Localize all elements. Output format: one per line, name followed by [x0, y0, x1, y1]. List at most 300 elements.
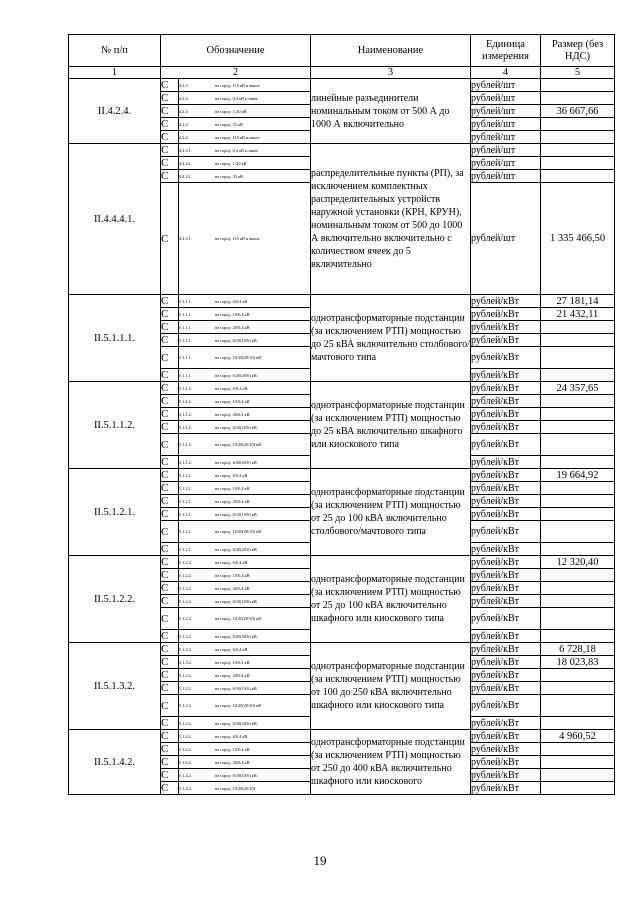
designation-code: 5.1.4.2. [179, 733, 192, 739]
unit-cell: рублей/кВт [471, 382, 541, 395]
designation-detail [179, 347, 311, 369]
designation-detail [179, 521, 311, 543]
designation-description: на город. 110 кВ и выше [215, 82, 260, 88]
designation-detail [179, 369, 311, 382]
designation-code: 4.2.4 [179, 95, 188, 101]
designation-letter: C [161, 669, 179, 682]
designation-detail [179, 382, 311, 395]
table-row [69, 643, 615, 656]
designation-letter: C [161, 369, 179, 382]
designation-description: на город. 6/20(20/6) кВ [215, 372, 257, 378]
column-number: 4 [471, 67, 541, 79]
designation-code: 5.1.1.2. [179, 424, 192, 430]
designation-description: на город. 10/20(20/10) [215, 785, 256, 791]
unit-cell: рублей/кВт [471, 521, 541, 543]
value-cell [541, 334, 615, 347]
designation-description: на город. 35 кВ [215, 173, 243, 179]
table-row [69, 382, 615, 395]
designation-code: 5.1.1.2. [179, 385, 192, 391]
designation-detail [179, 295, 311, 308]
unit-cell: рублей/кВт [471, 308, 541, 321]
designation-letter: C [161, 769, 179, 782]
designation-detail [179, 79, 311, 92]
unit-cell: рублей/кВт [471, 321, 541, 334]
designation-letter: C [161, 308, 179, 321]
designation-letter: C [161, 782, 179, 795]
designation-letter: C [161, 730, 179, 743]
designation-code: 5.1.1.1. [179, 311, 192, 317]
value-cell [541, 456, 615, 469]
designation-letter: C [161, 582, 179, 595]
unit-cell: рублей/кВт [471, 334, 541, 347]
value-cell [541, 582, 615, 595]
unit-cell: рублей/кВт [471, 743, 541, 756]
designation-description: на город. 10/0,4 кВ [215, 311, 250, 317]
designation-detail [179, 170, 311, 183]
value-cell: 21 432,11 [541, 308, 615, 321]
table-row [69, 79, 615, 92]
value-cell [541, 595, 615, 608]
designation-letter: C [161, 334, 179, 347]
designation-code: 4.4.4.1. [179, 236, 192, 241]
designation-code: 5.1.3.2. [179, 659, 192, 665]
value-cell [541, 569, 615, 582]
value-cell: 36 667,66 [541, 105, 615, 118]
item-number: II.5.1.4.2. [69, 730, 161, 795]
designation-letter: C [161, 682, 179, 695]
designation-description: на город. 10/0,4 кВ [215, 659, 250, 665]
designation-detail [179, 595, 311, 608]
unit-cell: рублей/кВт [471, 408, 541, 421]
value-cell: 1 335 466,50 [541, 183, 615, 295]
designation-code: 4.4.4.1. [179, 147, 192, 153]
value-cell [541, 118, 615, 131]
value-cell [541, 321, 615, 334]
designation-description: на город. 6/0,4 кВ [215, 472, 248, 478]
header-row [69, 35, 615, 67]
designation-code: 4.2.4 [179, 121, 188, 127]
designation-detail [179, 321, 311, 334]
designation-letter: C [161, 717, 179, 730]
designation-detail [179, 669, 311, 682]
header-num: № п/п [69, 35, 161, 67]
value-cell [541, 408, 615, 421]
designation-letter: C [161, 543, 179, 556]
value-cell: 27 181,14 [541, 295, 615, 308]
designation-detail [179, 105, 311, 118]
designation-letter: C [161, 595, 179, 608]
designation-description: на город. 6/10(10/6) кВ [215, 337, 257, 343]
item-number: II.5.1.3.2. [69, 643, 161, 730]
designation-letter: C [161, 382, 179, 395]
unit-cell: рублей/кВт [471, 669, 541, 682]
designation-letter: C [161, 170, 179, 183]
designation-description: на город. 110 кВ и выше [215, 236, 260, 241]
value-cell [541, 347, 615, 369]
designation-detail [179, 157, 311, 170]
designation-code: 5.1.1.1. [179, 298, 192, 304]
unit-cell: рублей/шт [471, 157, 541, 170]
value-cell [541, 508, 615, 521]
designation-detail [179, 608, 311, 630]
designation-detail [179, 144, 311, 157]
designation-letter: C [161, 395, 179, 408]
item-name: однотрансформаторные подстанции (за исключением РТП) мощностью до 25 кВА включительно столбового/мачтового типа [311, 295, 471, 382]
designation-code: 5.1.1.2. [179, 398, 192, 404]
designation-detail [179, 743, 311, 756]
value-cell [541, 769, 615, 782]
header-size: Размер (без НДС) [541, 35, 615, 67]
designation-code: 5.1.4.2. [179, 785, 192, 791]
designation-description: на город. 10/20(20/10) кВ [215, 442, 262, 447]
designation-detail [179, 508, 311, 521]
designation-letter: C [161, 347, 179, 369]
value-cell [541, 543, 615, 556]
designation-detail [179, 769, 311, 782]
table-body [69, 79, 615, 795]
designation-letter: C [161, 131, 179, 144]
designation-detail [179, 495, 311, 508]
designation-description: на город. 10/0,4 кВ [215, 572, 250, 578]
designation-letter: C [161, 743, 179, 756]
designation-detail [179, 482, 311, 495]
designation-description: на город. 10/20(20/10) кВ [215, 355, 262, 360]
unit-cell: рублей/кВт [471, 656, 541, 669]
designation-code: 5.1.4.2. [179, 746, 192, 752]
designation-description: на город. 10/0,4 кВ [215, 398, 250, 404]
unit-cell: рублей/шт [471, 131, 541, 144]
unit-cell: рублей/кВт [471, 369, 541, 382]
designation-code: 5.1.3.2. [179, 720, 192, 726]
designation-code: 4.4.4.1. [179, 173, 192, 179]
unit-cell: рублей/кВт [471, 421, 541, 434]
designation-code: 5.1.3.2. [179, 646, 192, 652]
unit-cell: рублей/кВт [471, 569, 541, 582]
designation-letter: C [161, 421, 179, 434]
item-name: однотрансформаторные подстанции (за исключением РТП) мощностью от 25 до 100 кВА включительно шкафного или киоскового типа [311, 556, 471, 643]
designation-detail [179, 408, 311, 421]
designation-description: на город. 1-20 кВ [215, 160, 247, 166]
value-cell [541, 421, 615, 434]
designation-detail [179, 434, 311, 456]
designation-detail [179, 334, 311, 347]
designation-detail [179, 183, 311, 295]
designation-letter: C [161, 656, 179, 669]
designation-detail [179, 556, 311, 569]
unit-cell: рублей/шт [471, 79, 541, 92]
unit-cell: рублей/кВт [471, 347, 541, 369]
unit-cell: рублей/кВт [471, 495, 541, 508]
designation-letter: C [161, 183, 179, 295]
designation-description: на город. 6/0,4 кВ [215, 298, 248, 304]
designation-code: 5.1.2.1. [179, 498, 192, 504]
value-cell [541, 682, 615, 695]
unit-cell: рублей/кВт [471, 756, 541, 769]
designation-letter: C [161, 495, 179, 508]
designation-code: 5.1.3.2. [179, 672, 192, 678]
unit-cell: рублей/шт [471, 105, 541, 118]
unit-cell: рублей/кВт [471, 456, 541, 469]
designation-code: 5.1.1.2. [179, 442, 192, 447]
designation-code: 5.1.2.2. [179, 616, 192, 621]
unit-cell: рублей/кВт [471, 730, 541, 743]
designation-description: на город. 20/0,4 кВ [215, 411, 250, 417]
table-row [69, 730, 615, 743]
unit-cell: рублей/кВт [471, 630, 541, 643]
unit-cell: рублей/кВт [471, 295, 541, 308]
designation-letter: C [161, 456, 179, 469]
item-number: II.5.1.1.2. [69, 382, 161, 469]
designation-description: на город. 20/0,4 кВ [215, 324, 250, 330]
value-cell [541, 782, 615, 795]
table-row [69, 144, 615, 157]
value-cell: 6 728,18 [541, 643, 615, 656]
designation-detail [179, 582, 311, 595]
designation-description: на город. 35 кВ [215, 121, 243, 127]
designation-description: на город. 6/20(20/6) кВ [215, 459, 257, 465]
unit-cell: рублей/кВт [471, 695, 541, 717]
item-name: линейные разъединители номинальным током от 500 А до 1000 А включительно [311, 79, 471, 144]
designation-detail [179, 717, 311, 730]
designation-letter: C [161, 608, 179, 630]
value-cell [541, 92, 615, 105]
value-cell [541, 756, 615, 769]
designation-description: на город. 10/20(20/10) кВ [215, 703, 262, 708]
unit-cell: рублей/кВт [471, 608, 541, 630]
unit-cell: рублей/кВт [471, 543, 541, 556]
designation-letter: C [161, 482, 179, 495]
designation-description: на город. 20/0,4 кВ [215, 498, 250, 504]
designation-description: на город. 110 кВ и выше [215, 134, 260, 140]
designation-letter: C [161, 408, 179, 421]
unit-cell: рублей/шт [471, 118, 541, 131]
unit-cell: рублей/кВт [471, 682, 541, 695]
value-cell [541, 717, 615, 730]
designation-description: на город. 6/0,4 кВ [215, 385, 248, 391]
unit-cell: рублей/кВт [471, 434, 541, 456]
designation-letter: C [161, 92, 179, 105]
value-cell [541, 144, 615, 157]
designation-letter: C [161, 118, 179, 131]
designation-description: на город. 6/10(10/6) кВ [215, 511, 257, 517]
item-name: однотрансформаторные подстанции (за исключением РТП) мощностью до 25 кВА включительно шкафного или киоскового типа [311, 382, 471, 469]
unit-cell: рублей/шт [471, 144, 541, 157]
page-number: 19 [313, 853, 327, 868]
column-number: 3 [311, 67, 471, 79]
designation-description: на город. 20/0,4 кВ [215, 759, 250, 765]
designation-code: 4.4.4.1. [179, 160, 192, 166]
designation-code: 5.1.1.2. [179, 459, 192, 465]
designation-description: на город. 6/0,4 кВ [215, 733, 248, 739]
designation-letter: C [161, 105, 179, 118]
table-row [69, 295, 615, 308]
value-cell [541, 495, 615, 508]
unit-cell: рублей/шт [471, 92, 541, 105]
designation-letter: C [161, 434, 179, 456]
designation-letter: C [161, 756, 179, 769]
column-number: 2 [161, 67, 311, 79]
value-cell [541, 521, 615, 543]
designation-description: на город. 6/10(10/6) кВ [215, 685, 257, 691]
designation-code: 5.1.2.2. [179, 559, 192, 565]
column-number-row [69, 67, 615, 79]
designation-description: на город. 10/20(20/10) кВ [215, 616, 262, 621]
designation-code: 5.1.2.1. [179, 529, 192, 534]
designation-code: 5.1.2.1. [179, 472, 192, 478]
value-cell [541, 434, 615, 456]
value-cell [541, 369, 615, 382]
designation-code: 5.1.2.2. [179, 598, 192, 604]
designation-letter: C [161, 321, 179, 334]
designation-detail [179, 656, 311, 669]
designation-letter: C [161, 295, 179, 308]
designation-detail [179, 682, 311, 695]
unit-cell: рублей/кВт [471, 469, 541, 482]
value-cell [541, 482, 615, 495]
designation-code: 5.1.1.1. [179, 337, 192, 343]
item-name: однотрансформаторные подстанции (за исключением РТП) мощностью от 250 до 400 кВА включительно шкафного или киоскового [311, 730, 471, 795]
tariff-table [68, 34, 615, 795]
designation-letter: C [161, 695, 179, 717]
designation-code: 4.2.4 [179, 134, 188, 140]
designation-description: на город. 6/20(20/6) кВ [215, 720, 257, 726]
value-cell [541, 743, 615, 756]
designation-letter: C [161, 508, 179, 521]
value-cell [541, 170, 615, 183]
designation-description: на город. 6/10(10/6) кВ [215, 424, 257, 430]
designation-detail [179, 630, 311, 643]
designation-detail [179, 395, 311, 408]
designation-detail [179, 695, 311, 717]
unit-cell: рублей/шт [471, 170, 541, 183]
value-cell [541, 669, 615, 682]
designation-description: на город. 1-20 кВ [215, 108, 247, 114]
designation-description: на город. 20/0,4 кВ [215, 585, 250, 591]
value-cell [541, 608, 615, 630]
designation-code: 4.2.3 [179, 82, 188, 88]
value-cell: 12 320,40 [541, 556, 615, 569]
value-cell: 19 664,92 [541, 469, 615, 482]
designation-code: 5.1.1.1. [179, 324, 192, 330]
value-cell [541, 79, 615, 92]
designation-detail [179, 421, 311, 434]
designation-detail [179, 118, 311, 131]
designation-letter: C [161, 521, 179, 543]
value-cell: 24 357,65 [541, 382, 615, 395]
value-cell [541, 695, 615, 717]
designation-code: 5.1.3.2. [179, 685, 192, 691]
unit-cell: рублей/кВт [471, 782, 541, 795]
designation-detail [179, 308, 311, 321]
designation-detail [179, 543, 311, 556]
value-cell: 18 023,83 [541, 656, 615, 669]
designation-code: 5.1.4.2. [179, 772, 192, 778]
designation-letter: C [161, 630, 179, 643]
column-number: 5 [541, 67, 615, 79]
item-name: однотрансформаторные подстанции (за исключением РТП) мощностью от 100 до 250 кВА включительно шкафного или киоскового типа [311, 643, 471, 730]
item-number: II.5.1.2.2. [69, 556, 161, 643]
designation-letter: C [161, 157, 179, 170]
designation-letter: C [161, 643, 179, 656]
value-cell [541, 157, 615, 170]
designation-code: 5.1.3.2. [179, 703, 192, 708]
designation-detail [179, 782, 311, 795]
unit-cell: рублей/шт [471, 183, 541, 295]
unit-cell: рублей/кВт [471, 769, 541, 782]
designation-letter: C [161, 569, 179, 582]
unit-cell: рублей/кВт [471, 508, 541, 521]
table-row [69, 556, 615, 569]
unit-cell: рублей/кВт [471, 582, 541, 595]
designation-code: 5.1.2.1. [179, 485, 192, 491]
item-number: II.4.4.4.1. [69, 144, 161, 295]
value-cell: 4 960,52 [541, 730, 615, 743]
designation-description: на город. 6/10(10/6) кВ [215, 772, 257, 778]
unit-cell: рублей/кВт [471, 395, 541, 408]
unit-cell: рублей/кВт [471, 643, 541, 656]
designation-letter: C [161, 469, 179, 482]
value-cell [541, 131, 615, 144]
designation-letter: C [161, 79, 179, 92]
designation-detail [179, 756, 311, 769]
designation-description: на город. 10/0,4 кВ [215, 746, 250, 752]
item-name: распределительные пункты (РП), за исключением комплектных распределительных устройств наружной установки (КРН, КРУН), номинальным током от 500 до 1000 А включительно включительно с количеством ячеек до 5 включительно [311, 144, 471, 295]
designation-detail [179, 469, 311, 482]
unit-cell: рублей/кВт [471, 556, 541, 569]
designation-detail [179, 456, 311, 469]
designation-description: на город. 6/20(20/6) кВ [215, 633, 257, 639]
item-name: однотрансформаторные подстанции (за исключением РТП) мощностью от 25 до 100 кВА включительно столбового/мачтового типа [311, 469, 471, 556]
header-name: Наименование [311, 35, 471, 67]
table-row [69, 469, 615, 482]
designation-description: на город. 10/20(20/10) кВ [215, 529, 262, 534]
column-number: 1 [69, 67, 161, 79]
designation-letter: C [161, 556, 179, 569]
designation-description: на город. 6/10(10/6) кВ [215, 598, 257, 604]
item-number: II.5.1.2.1. [69, 469, 161, 556]
designation-description: на город. 0,4 кВ и ниже [215, 147, 258, 153]
designation-detail [179, 569, 311, 582]
header-unit: Единица измерения [471, 35, 541, 67]
designation-description: на город. 6/20(20/6) кВ [215, 546, 257, 552]
designation-code: 5.1.2.2. [179, 572, 192, 578]
designation-detail [179, 730, 311, 743]
designation-detail [179, 92, 311, 105]
designation-code: 5.1.1.2. [179, 411, 192, 417]
item-number: II.4.2.4. [69, 79, 161, 144]
designation-code: 5.1.2.1. [179, 511, 192, 517]
designation-letter: C [161, 144, 179, 157]
designation-code: 5.1.2.2. [179, 585, 192, 591]
designation-description: на город. 6/0,4 кВ [215, 559, 248, 565]
value-cell [541, 630, 615, 643]
header-designation: Обозначение [161, 35, 311, 67]
designation-code: 5.1.1.1. [179, 355, 192, 360]
designation-description: на город. 10/0,4 кВ [215, 485, 250, 491]
value-cell [541, 395, 615, 408]
designation-description: на город. 0,4 кВ и ниже [215, 95, 258, 101]
designation-code: 4.2.4 [179, 108, 188, 114]
designation-description: на город. 20/0,4 кВ [215, 672, 250, 678]
unit-cell: рублей/кВт [471, 482, 541, 495]
designation-code: 5.1.2.2. [179, 633, 192, 639]
designation-code: 5.1.4.2. [179, 759, 192, 765]
designation-description: на город. 6/0,4 кВ [215, 646, 248, 652]
item-number: II.5.1.1.1. [69, 295, 161, 382]
unit-cell: рублей/кВт [471, 595, 541, 608]
designation-detail [179, 643, 311, 656]
unit-cell: рублей/кВт [471, 717, 541, 730]
